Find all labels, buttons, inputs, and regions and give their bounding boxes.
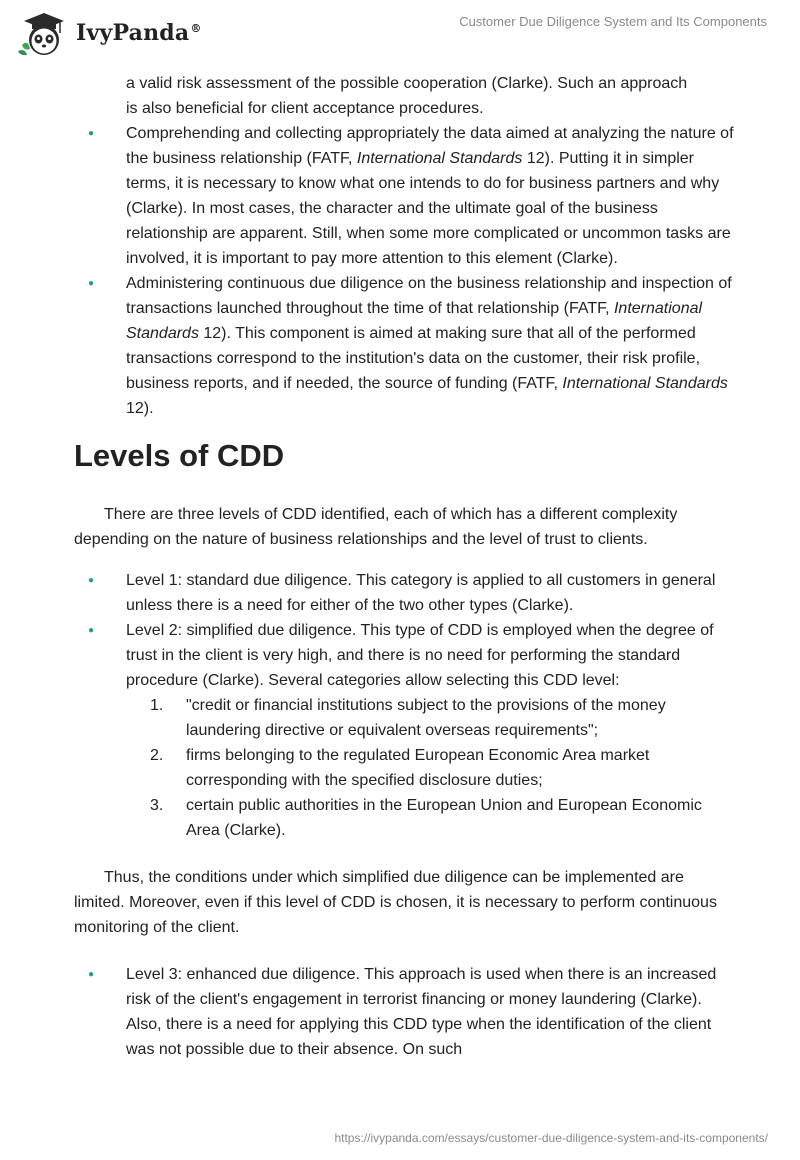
numbered-item: 3. certain public authorities in the European Union and European Economic Area (Clarke). bbox=[126, 793, 734, 843]
brand-logo[interactable] bbox=[14, 9, 202, 57]
list-item: ● Level 1: standard due diligence. This category is applied to all customers in general unless there is a need for either of the two other types (Clarke). bbox=[74, 568, 734, 618]
continued-line: is also beneficial for client acceptance procedures. bbox=[126, 100, 484, 117]
list-item: ● Administering continuous due diligence on the business relationship and inspection of transactions launched throughout the time of that relationship (FATF, International Standards 12). This component is aimed at making sure that all of the performed transactions correspond to the institution's data on the customer, their risk profile, business reports, and if needed, the source of funding (FATF, International Standards 12). bbox=[74, 271, 734, 421]
item-number: 2. bbox=[150, 747, 164, 764]
simplified-categories-list bbox=[126, 693, 734, 843]
citation-title: International Standards bbox=[562, 375, 728, 392]
citation-title: International Standards bbox=[126, 300, 703, 342]
cdd-levels-list bbox=[74, 568, 734, 843]
item-number: 3. bbox=[150, 797, 164, 814]
list-item: ● Level 3: enhanced due diligence. This approach is used when there is an increased risk of the client's engagement in terrorist financing or money laundering (Clarke). Also, there is a need for applying this CDD type when the identification of the client was not possible due to their absence. On such bbox=[74, 962, 734, 1062]
list-item: ● Comprehending and collecting appropriately the data aimed at analyzing the nature of the business relationship (FATF, International Standards 12). Putting it in simpler terms, it is necessary to know what one intends to do for business partners and why (Clarke). In most cases, the character and the ultimate goal of the business relationship are apparent. Still, when some more complicated or uncommon tasks are involved, it is important to pay more attention to this element (Clarke). bbox=[74, 121, 734, 271]
registered-mark: ® bbox=[190, 21, 202, 35]
cdd-levels-list-continued bbox=[74, 962, 734, 1062]
citation-title: International Standards bbox=[356, 150, 523, 167]
section-intro-paragraph: There are three levels of CDD identified, each of which has a different complexity depending on the nature of business relationships and the level of trust to clients. bbox=[74, 506, 678, 548]
brand-name: IvyPanda® bbox=[76, 20, 202, 46]
numbered-item: 2. firms belonging to the regulated European Economic Area market corresponding with the specified disclosure duties; bbox=[126, 743, 734, 793]
source-url[interactable]: https://ivypanda.com/essays/customer-due-diligence-system-and-its-components/ bbox=[334, 1131, 768, 1145]
list-item: ● Level 2: simplified due diligence. This type of CDD is employed when the degree of trust in the client is very high, and there is no need for performing the standard procedure (Clarke). Several categories allow selecting this CDD level: 1. "credit or financial institutions subject to the provisions of the money laundering directive or equivalent overseas requirements"; 2. firms belonging to the regulated European Economic Area market corresponding with the specified disclosure duties; 3. certain public authorities in the European Union and European Economic Area (Clarke). bbox=[74, 618, 734, 843]
panda-graduate-icon bbox=[14, 9, 72, 57]
numbered-item: 1. "credit or financial institutions subject to the provisions of the money laundering directive or equivalent overseas requirements"; bbox=[126, 693, 734, 743]
cdd-components-list bbox=[74, 121, 734, 421]
page-header bbox=[0, 0, 800, 70]
item-number: 1. bbox=[150, 697, 164, 714]
document-title: Customer Due Diligence System and Its Components bbox=[459, 14, 767, 29]
body-paragraph: Thus, the conditions under which simplified due diligence can be implemented are limited. Moreover, even if this level of CDD is chosen, it is necessary to perform continuous monitoring of the client. bbox=[74, 869, 717, 936]
essay-content bbox=[74, 71, 734, 1062]
section-heading: Levels of CDD bbox=[74, 438, 285, 473]
continued-line: a valid risk assessment of the possible cooperation (Clarke). Such an approach bbox=[126, 75, 688, 92]
